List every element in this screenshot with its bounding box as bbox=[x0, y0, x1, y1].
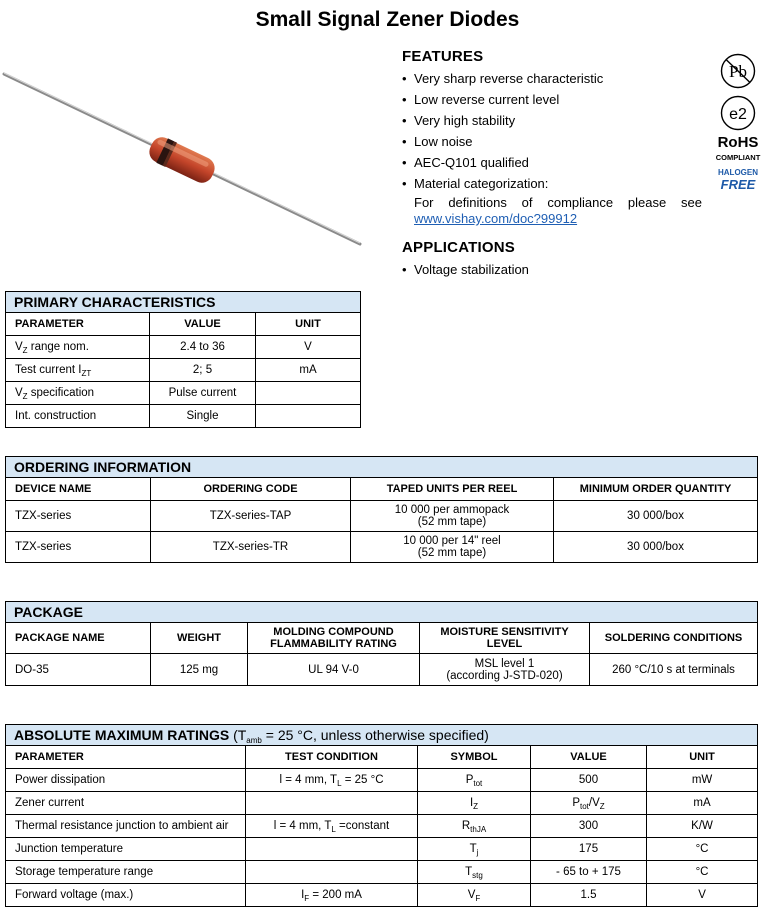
table-cell: TZX-series bbox=[6, 501, 151, 532]
table-subtitle: ($T_{amb} = 25$ °C, unless otherwise specified) bbox=[229, 727, 489, 745]
table-cell: $V_Z$ range nom. bbox=[6, 336, 150, 359]
list-item: • Voltage stabilization bbox=[402, 262, 529, 277]
table-row bbox=[6, 501, 758, 532]
table-cell: 1.5 bbox=[531, 884, 647, 907]
table-cell: $T_j$ bbox=[418, 838, 531, 861]
list-item: • Low noise bbox=[402, 134, 473, 149]
table-cell: 500 bbox=[531, 769, 647, 792]
list-item: • AEC-Q101 qualified bbox=[402, 155, 529, 170]
column-header: MOISTURE SENSITIVITY LEVEL bbox=[420, 623, 590, 654]
table-cell bbox=[246, 838, 418, 861]
table-cell: $R_{thJA}$ bbox=[418, 815, 531, 838]
column-header: VALUE bbox=[531, 746, 647, 769]
table-cell: TZX-series-TAP bbox=[151, 501, 351, 532]
column-header: PARAMETER bbox=[6, 313, 150, 336]
features-heading: FEATURES bbox=[402, 48, 484, 65]
table-cell: V bbox=[256, 336, 361, 359]
column-header: SYMBOL bbox=[418, 746, 531, 769]
features-list bbox=[402, 68, 702, 243]
e2-icon bbox=[718, 94, 758, 132]
table-cell: UL 94 V-0 bbox=[248, 654, 420, 686]
table-row bbox=[6, 861, 758, 884]
column-header: TEST CONDITION bbox=[246, 746, 418, 769]
table-cell bbox=[246, 792, 418, 815]
table-title: PRIMARY CHARACTERISTICS bbox=[6, 292, 361, 313]
table-cell bbox=[256, 382, 361, 405]
table-cell: 30 000/box bbox=[554, 501, 758, 532]
compliance-link[interactable]: www.vishay.com/doc?99912 bbox=[414, 211, 578, 226]
table-row bbox=[6, 769, 758, 792]
table-cell: 175 bbox=[531, 838, 647, 861]
table-row bbox=[6, 838, 758, 861]
ordering-information-table bbox=[5, 456, 758, 563]
table-cell: DO-35 bbox=[6, 654, 151, 686]
column-header: TAPED UNITS PER REEL bbox=[351, 478, 554, 501]
column-header: PACKAGE NAME bbox=[6, 623, 151, 654]
column-header: MOLDING COMPOUND FLAMMABILITY RATING bbox=[248, 623, 420, 654]
table-cell: Power dissipation bbox=[6, 769, 246, 792]
table-cell: - 65 to + 175 bbox=[531, 861, 647, 884]
table-cell: $V_F$ bbox=[418, 884, 531, 907]
page-title: Small Signal Zener Diodes bbox=[255, 8, 520, 31]
package-table bbox=[5, 601, 758, 686]
table-cell: l = 4 mm, $T_L$ =constant bbox=[246, 815, 418, 838]
column-header: SOLDERING CONDITIONS bbox=[590, 623, 758, 654]
compliant-label: COMPLIANT bbox=[715, 153, 761, 162]
table-row bbox=[6, 359, 361, 382]
table-title: ORDERING INFORMATION bbox=[6, 457, 758, 478]
column-header: UNIT bbox=[256, 313, 361, 336]
table-cell bbox=[256, 405, 361, 428]
table-cell: TZX-series bbox=[6, 532, 151, 563]
table-row bbox=[6, 792, 758, 815]
table-cell: Storage temperature range bbox=[6, 861, 246, 884]
table-cell: Zener current bbox=[6, 792, 246, 815]
column-header: DEVICE NAME bbox=[6, 478, 151, 501]
list-item: • Material categorization: For definitions of compliance please see www.vishay.com/doc?99912 bbox=[402, 173, 702, 243]
table-cell: 2; 5 bbox=[150, 359, 256, 382]
table-title: PACKAGE bbox=[6, 602, 758, 623]
column-header: ORDERING CODE bbox=[151, 478, 351, 501]
table-title: ABSOLUTE MAXIMUM RATINGS ($T_{amb} = 25$ °C, unless otherwise specified) bbox=[6, 725, 758, 746]
table-cell: 30 000/box bbox=[554, 532, 758, 563]
table-cell: $V_Z$ specification bbox=[6, 382, 150, 405]
table-cell: Forward voltage (max.) bbox=[6, 884, 246, 907]
table-cell: °C bbox=[647, 838, 758, 861]
list-item: • Low reverse current level bbox=[402, 92, 560, 107]
diode-image bbox=[0, 66, 370, 256]
table-row bbox=[6, 532, 758, 563]
table-cell: 300 bbox=[531, 815, 647, 838]
table-cell: mA bbox=[647, 792, 758, 815]
column-header: VALUE bbox=[150, 313, 256, 336]
free-label: FREE bbox=[720, 177, 756, 192]
table-cell: 125 mg bbox=[151, 654, 248, 686]
table-row bbox=[6, 815, 758, 838]
table-cell: 260 °C/10 s at terminals bbox=[590, 654, 758, 686]
absolute-maximum-ratings-table bbox=[5, 724, 758, 907]
table-row bbox=[6, 405, 361, 428]
table-cell: Single bbox=[150, 405, 256, 428]
table-cell: 10 000 per ammopack (52 mm tape) bbox=[351, 501, 554, 532]
table-row bbox=[6, 336, 361, 359]
table-cell: Thermal resistance junction to ambient air bbox=[6, 815, 246, 838]
column-header: PARAMETER bbox=[6, 746, 246, 769]
primary-characteristics-table bbox=[5, 291, 361, 428]
table-cell: $I_F = 200$ mA bbox=[246, 884, 418, 907]
table-cell: mA bbox=[256, 359, 361, 382]
column-header: MINIMUM ORDER QUANTITY bbox=[554, 478, 758, 501]
table-cell: V bbox=[647, 884, 758, 907]
table-cell: °C bbox=[647, 861, 758, 884]
table-cell bbox=[246, 861, 418, 884]
column-header: WEIGHT bbox=[151, 623, 248, 654]
compliance-note: For definitions of compliance please see www.vishay.com/doc?99912 bbox=[414, 195, 702, 226]
table-cell: mW bbox=[647, 769, 758, 792]
halogen-label: HALOGEN bbox=[718, 168, 758, 177]
table-cell: K/W bbox=[647, 815, 758, 838]
table-cell: TZX-series-TR bbox=[151, 532, 351, 563]
list-item: • Very sharp reverse characteristic bbox=[402, 71, 604, 86]
table-cell: 10 000 per 14" reel (52 mm tape) bbox=[351, 532, 554, 563]
compliance-logos bbox=[706, 52, 770, 202]
table-row bbox=[6, 654, 758, 686]
table-cell: Test current $I_{ZT}$ bbox=[6, 359, 150, 382]
lead-free-icon bbox=[718, 52, 758, 90]
rohs-label: RoHS bbox=[717, 134, 759, 151]
table-cell: $I_Z$ bbox=[418, 792, 531, 815]
applications-heading: APPLICATIONS bbox=[402, 239, 515, 256]
applications-list bbox=[402, 259, 702, 280]
table-cell: $P_{tot}/V_Z$ bbox=[531, 792, 647, 815]
table-cell: 2.4 to 36 bbox=[150, 336, 256, 359]
table-cell: MSL level 1 (according J-STD-020) bbox=[420, 654, 590, 686]
table-cell: Int. construction bbox=[6, 405, 150, 428]
svg-text:e2: e2 bbox=[729, 106, 747, 123]
table-cell: $T_{stg}$ bbox=[418, 861, 531, 884]
list-item: • Very high stability bbox=[402, 113, 516, 128]
table-row bbox=[6, 884, 758, 907]
table-row bbox=[6, 382, 361, 405]
table-cell: $P_{tot}$ bbox=[418, 769, 531, 792]
svg-text:Pb: Pb bbox=[729, 62, 747, 81]
table-cell: Pulse current bbox=[150, 382, 256, 405]
table-cell: l = 4 mm, $T_L = 25$ °C bbox=[246, 769, 418, 792]
table-cell: Junction temperature bbox=[6, 838, 246, 861]
column-header: UNIT bbox=[647, 746, 758, 769]
